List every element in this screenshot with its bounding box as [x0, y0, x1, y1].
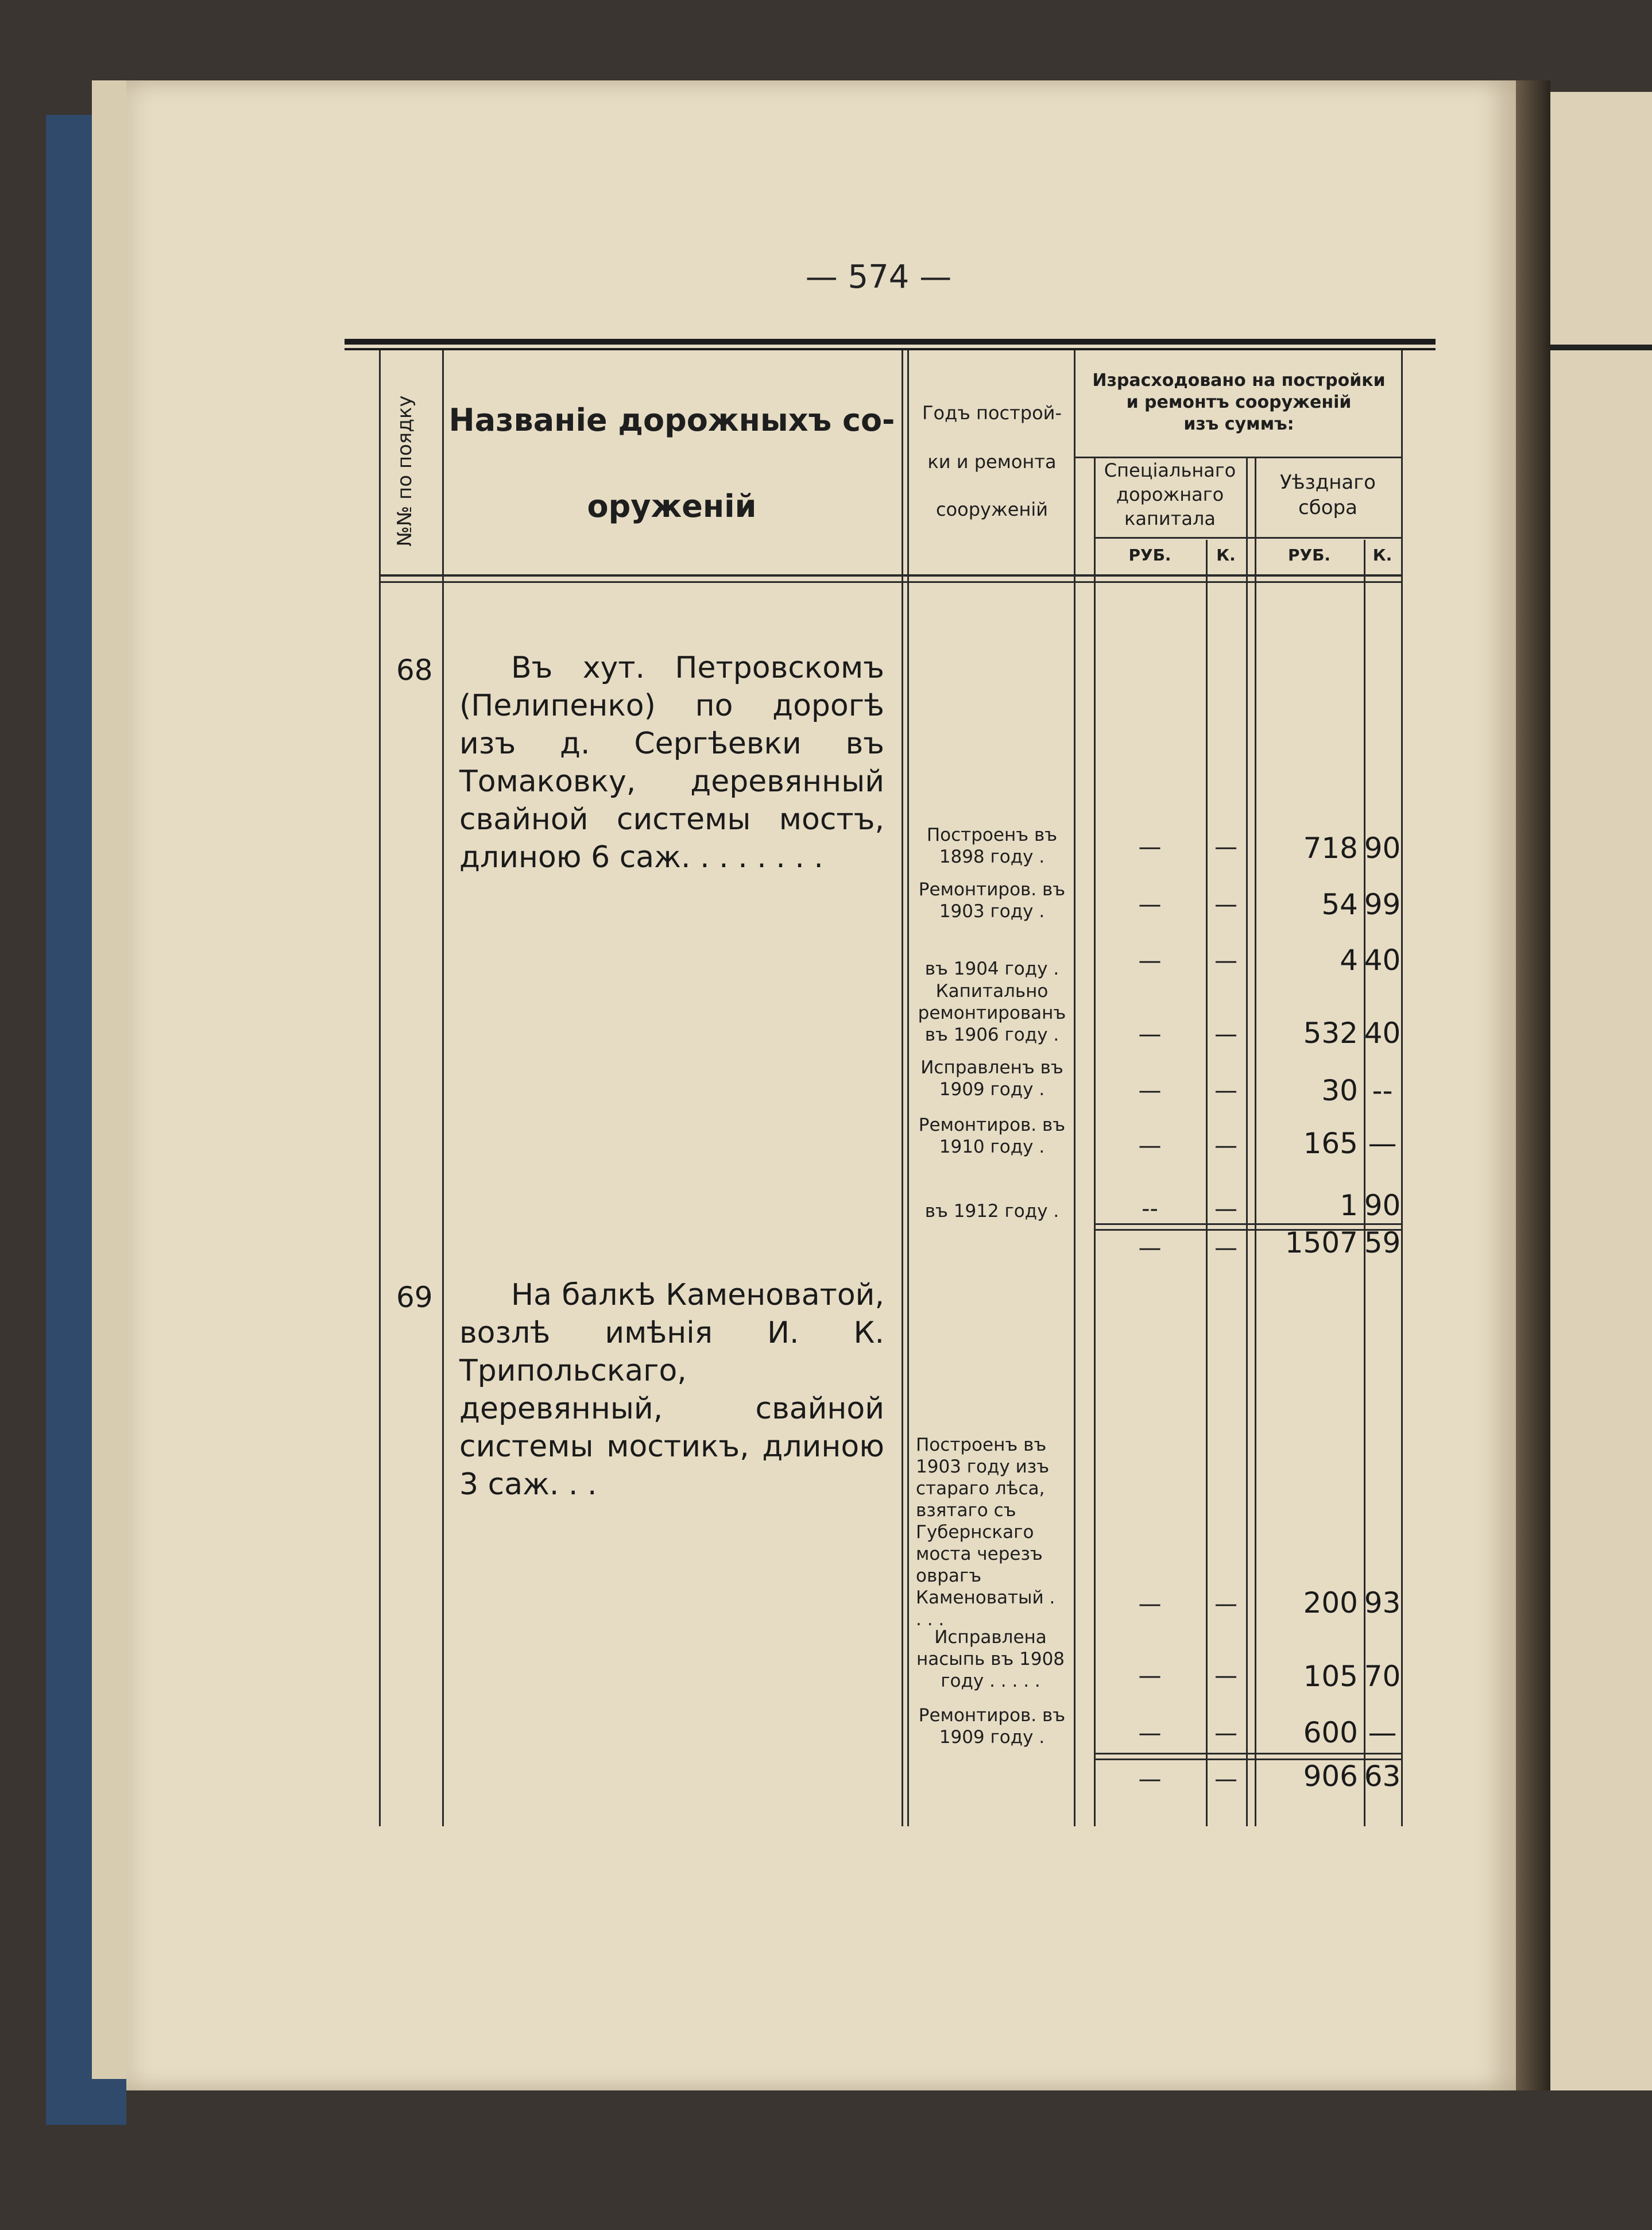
uezd-kop: 90: [1364, 1189, 1401, 1222]
uezd-kop: 70: [1364, 1660, 1401, 1693]
row-number: 68: [396, 654, 433, 687]
row-description: Въ хут. Петровскомъ (Пелипенко) по дорогѣ изъ д. Сергѣевки въ Томаковку, деревянный свайной системы мостъ, длиною 6 саж. . . . . . . .: [459, 651, 884, 875]
col-line: [1401, 350, 1403, 1826]
total-special-kop: —: [1214, 1235, 1237, 1261]
header-spent-line2: и ремонтъ сооруженій: [1126, 392, 1352, 412]
uezd-rub: 718: [1303, 832, 1358, 865]
uezd-kop: --: [1372, 1074, 1393, 1107]
special-rub: —: [1138, 948, 1162, 974]
row-event: Ремонтиров. въ 1903 году .: [918, 879, 1066, 922]
uezd-kop: —: [1368, 1716, 1397, 1749]
special-rub: —: [1138, 834, 1162, 860]
header-kop-uezd: К.: [1372, 546, 1392, 565]
row-event: въ 1904 году .: [924, 959, 1059, 979]
special-kop: —: [1214, 1196, 1237, 1222]
header-special-line3: капитала: [1124, 508, 1216, 530]
row-number: 69: [396, 1281, 433, 1314]
special-kop: —: [1214, 891, 1237, 918]
header-uezd-line1: Уѣзднаго: [1280, 471, 1376, 494]
uezd-kop: 99: [1364, 888, 1401, 921]
table-top-rule-thin: [345, 348, 1436, 350]
header-year-line3: сооруженій: [935, 498, 1049, 520]
special-rub: —: [1138, 891, 1162, 918]
total-uezd-kop: 59: [1364, 1226, 1401, 1259]
special-kop: —: [1214, 1077, 1237, 1104]
header-spent-line1: Израсходовано на постройки: [1092, 370, 1386, 391]
row-description: На балкѣ Каменоватой, возлѣ имѣнія И. К. Трипольскаго, деревянный, свайной системы мостикъ, длиною 3 саж. . .: [459, 1278, 884, 1502]
uezd-kop: 40: [1364, 944, 1401, 977]
row-event: Ремонтиров. въ 1909 году .: [918, 1705, 1066, 1748]
uezd-rub: 200: [1303, 1586, 1358, 1620]
row-event: Исправленъ въ 1909 году .: [920, 1057, 1063, 1100]
row-event: Построенъ въ 1903 году изъ стараго лѣса, взятаго съ Губернскаго моста черезъ оврагъ Каменоватый . . . .: [916, 1435, 1055, 1630]
total-rule: [1094, 1753, 1401, 1754]
special-kop: —: [1214, 834, 1237, 860]
uezd-kop: —: [1368, 1127, 1397, 1160]
header-name-line2: оруженій: [587, 488, 757, 524]
uezd-rub: 4: [1340, 944, 1358, 977]
row-event: въ 1912 году .: [924, 1201, 1059, 1222]
special-rub: —: [1138, 1720, 1162, 1746]
uezd-rub: 532: [1303, 1017, 1358, 1050]
uezd-kop: 93: [1364, 1586, 1401, 1620]
row-event: Капитально ремонтированъ въ 1906 году .: [918, 981, 1066, 1045]
row-event: Исправлена насыпь въ 1908 году . . . . .: [916, 1627, 1065, 1691]
next-page: [1550, 92, 1652, 2090]
col-line: [1206, 540, 1208, 1826]
special-rub: —: [1138, 1077, 1162, 1104]
uezd-rub: 1: [1340, 1189, 1358, 1222]
uezd-kop: 40: [1364, 1017, 1401, 1050]
special-rub: —: [1138, 1591, 1162, 1617]
header-rub-uezd: РУБ.: [1287, 546, 1331, 565]
special-kop: —: [1214, 1663, 1237, 1689]
header-spent-line3: изъ суммъ:: [1183, 414, 1294, 434]
header-special-line2: дорожнаго: [1116, 484, 1224, 505]
total-special-rub: —: [1138, 1235, 1162, 1261]
total-special-kop: —: [1214, 1766, 1237, 1792]
special-kop: —: [1214, 1133, 1237, 1159]
header-bottom-line: [379, 581, 1401, 583]
special-rub: —: [1138, 1133, 1162, 1159]
special-kop: —: [1214, 1021, 1237, 1048]
header-uezd-line2: сбора: [1298, 496, 1357, 519]
uezd-rub: 54: [1321, 888, 1358, 921]
uezd-rub: 30: [1321, 1074, 1358, 1107]
col-line: [442, 350, 444, 1826]
header-number-column: №№ по поядку: [393, 395, 416, 547]
page-number: — 574 —: [805, 258, 952, 296]
special-kop: —: [1214, 1591, 1237, 1617]
header-line: [1094, 537, 1401, 539]
uezd-kop: 90: [1364, 832, 1401, 865]
uezd-rub: 105: [1303, 1660, 1358, 1693]
special-rub: —: [1138, 1021, 1162, 1048]
special-kop: —: [1214, 1720, 1237, 1746]
header-line: [1074, 457, 1401, 458]
header-year-line2: ки и ремонта: [927, 451, 1057, 473]
header-name-line1: Названіе дорожныхъ со-: [448, 402, 895, 438]
header-bottom-line: [379, 574, 1401, 577]
col-line: [379, 350, 381, 1826]
total-rule: [1094, 1223, 1401, 1225]
col-line: [902, 350, 903, 1826]
col-line: [1074, 350, 1075, 1826]
total-special-rub: —: [1138, 1766, 1162, 1792]
col-line: [1246, 457, 1248, 1826]
table-top-rule: [345, 339, 1436, 345]
book-gutter: [1516, 80, 1550, 2090]
special-rub: --: [1142, 1196, 1158, 1222]
col-line: [1364, 540, 1365, 1826]
col-line: [907, 350, 909, 1826]
row-event: Построенъ въ 1898 году .: [926, 825, 1058, 867]
special-kop: —: [1214, 948, 1237, 974]
header-kop-special: К.: [1216, 546, 1236, 565]
header-year-line1: Годъ построй-: [922, 402, 1062, 424]
header-rub-special: РУБ.: [1128, 546, 1171, 565]
total-uezd-rub: 1507: [1285, 1226, 1358, 1259]
header-special-line1: Спеціальнаго: [1104, 459, 1236, 481]
row-event: Ремонтиров. въ 1910 году .: [918, 1115, 1066, 1157]
special-rub: —: [1138, 1663, 1162, 1689]
uezd-rub: 165: [1303, 1127, 1358, 1160]
uezd-rub: 600: [1303, 1716, 1358, 1749]
total-uezd-kop: 63: [1364, 1760, 1401, 1793]
total-uezd-rub: 906: [1303, 1760, 1358, 1793]
